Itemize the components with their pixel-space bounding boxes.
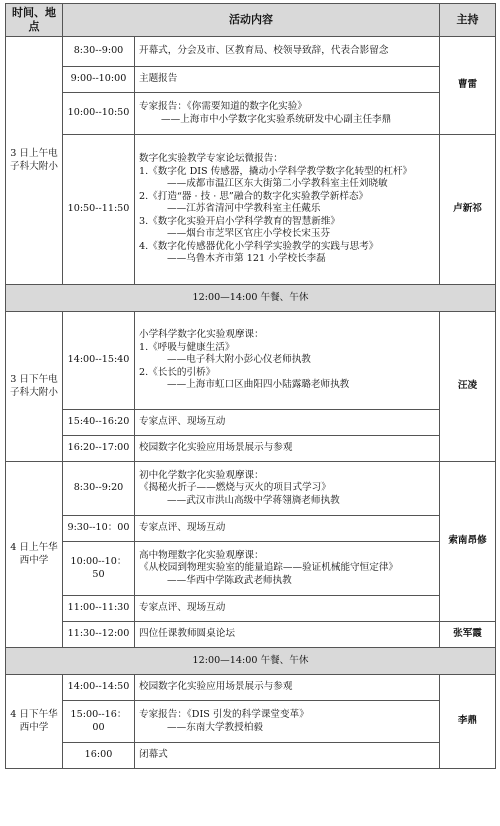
time-cell: 10:50--11:50	[63, 135, 135, 285]
table-row	[6, 436, 496, 462]
time-cell: 15:40--16:20	[63, 410, 135, 436]
time-cell: 11:30--12:00	[63, 622, 135, 648]
lunch-break: 12:00—14:00 午餐、午休	[6, 285, 496, 312]
content-line: 1.《呼吸与健康生活》	[139, 341, 235, 353]
table-row	[6, 622, 496, 648]
table-row	[6, 596, 496, 622]
content-line: ——华西中学陈政武老师执教	[167, 574, 292, 586]
content-line: ——东南大学教授柏毅	[167, 721, 263, 733]
time-cell: 14:00--15:40	[63, 312, 135, 410]
time-cell: 16:00	[63, 743, 135, 769]
content-cell	[135, 93, 440, 135]
time-cell: 8:30--9:00	[63, 37, 135, 67]
table-row	[6, 462, 496, 516]
time-cell: 14:00--14:50	[63, 675, 135, 701]
content-line: ——电子科大附小彭心仪老师执教	[167, 354, 311, 366]
table-row	[6, 516, 496, 542]
content-line: 小学科学数字化实验观摩课：	[139, 329, 264, 341]
break-row	[6, 648, 496, 675]
content-cell	[135, 312, 440, 410]
content-cell: 四位任课教师圆桌论坛	[135, 622, 440, 648]
lunch-break: 12:00—14:00 午餐、午休	[6, 648, 496, 675]
session-location: 4 日下午华西中学	[6, 675, 63, 769]
header-row	[6, 4, 496, 37]
time-cell: 10:00--10:50	[63, 93, 135, 135]
table-row	[6, 135, 496, 285]
content-cell: 专家点评、现场互动	[135, 596, 440, 622]
content-line: 《从校园到物理实验室的能量追踪——验证机械能守恒定律》	[139, 562, 399, 574]
time-cell: 9:00--10:00	[63, 67, 135, 93]
content-line: ——乌鲁木齐市第 121 小学校长李磊	[167, 253, 326, 265]
content-line: 4.《数字化传感器优化小学科学实验教学的实践与思考》	[139, 240, 379, 252]
time-cell: 15:00--16：00	[63, 701, 135, 743]
session-location: 3 日上午电子科大附小	[6, 37, 63, 285]
content-cell	[135, 542, 440, 596]
content-line: 3.《数字化实验开启小学科学教育的智慧新维》	[139, 215, 341, 227]
host-cell: 李鼎	[440, 675, 496, 769]
table-row	[6, 675, 496, 701]
content-line: 2.《打造“器 · 技 · 思”融合的数字化实验教学新样态》	[139, 190, 369, 202]
time-cell: 9:30--10：00	[63, 516, 135, 542]
content-cell: 专家点评、现场互动	[135, 410, 440, 436]
content-cell: 校园数字化实验应用场景展示与参观	[135, 675, 440, 701]
content-line: ——武汉市洪山高级中学蒋翎旖老师执教	[167, 494, 340, 506]
host-cell: 汪凌	[440, 312, 496, 462]
content-line: ——上海市中小学数字化实验系统研发中心副主任李鼎	[161, 113, 392, 125]
content-cell: 开幕式，分会及市、区教育局、校领导致辞，代表合影留念	[135, 37, 440, 67]
content-line: 高中物理数字化实验观摩课：	[139, 549, 264, 561]
host-cell: 曹雷	[440, 37, 496, 135]
content-line: 2.《长长的引桥》	[139, 366, 216, 378]
content-cell	[135, 135, 440, 285]
content-cell	[135, 462, 440, 516]
content-cell: 闭幕式	[135, 743, 440, 769]
content-line: ——上海市虹口区曲阳四小陆露璐老师执教	[167, 379, 350, 391]
header-content: 活动内容	[63, 4, 440, 37]
content-line: 数字化实验教学专家论坛微报告：	[139, 153, 283, 165]
host-cell: 卢新祁	[440, 135, 496, 285]
table-row	[6, 67, 496, 93]
content-line: ——烟台市芝罘区官庄小学校长宋玉芬	[167, 228, 331, 240]
header-time-location: 时间、地点	[6, 4, 63, 37]
content-line: ——成都市温江区东大街第二小学教科室主任刘晓敏	[167, 178, 388, 190]
table-row	[6, 93, 496, 135]
table-row	[6, 312, 496, 410]
content-line: 1.《数字化 DIS 传感器，撬动小学科学教学数字化转型的杠杆》	[139, 165, 413, 177]
header-host: 主持	[440, 4, 496, 37]
content-line: ——江苏省清河中学教科室主任戴乐	[167, 203, 321, 215]
time-cell: 8:30--9:20	[63, 462, 135, 516]
content-line: 专家报告：《DIS 引发的科学课堂变革》	[139, 709, 309, 721]
content-line: 专家报告：《你需要知道的数字化实验》	[139, 101, 307, 113]
table-row	[6, 743, 496, 769]
host-cell: 索南昂修	[440, 462, 496, 622]
break-row	[6, 285, 496, 312]
table-row	[6, 701, 496, 743]
content-cell: 专家点评、现场互动	[135, 516, 440, 542]
content-line: 《揭秘火折子——燃烧与灭火的项目式学习》	[139, 482, 331, 494]
table-row	[6, 542, 496, 596]
time-cell: 16:20--17:00	[63, 436, 135, 462]
table-row	[6, 410, 496, 436]
content-cell	[135, 701, 440, 743]
content-cell: 主题报告	[135, 67, 440, 93]
schedule-table	[5, 3, 496, 769]
host-cell: 张军霞	[440, 622, 496, 648]
table-row	[6, 37, 496, 67]
content-line: 初中化学数字化实验观摩课：	[139, 469, 264, 481]
session-location: 4 日上午华西中学	[6, 462, 63, 648]
content-cell: 校园数字化实验应用场景展示与参观	[135, 436, 440, 462]
time-cell: 11:00--11:30	[63, 596, 135, 622]
time-cell: 10:00--10：50	[63, 542, 135, 596]
session-location: 3 日下午电子科大附小	[6, 312, 63, 462]
